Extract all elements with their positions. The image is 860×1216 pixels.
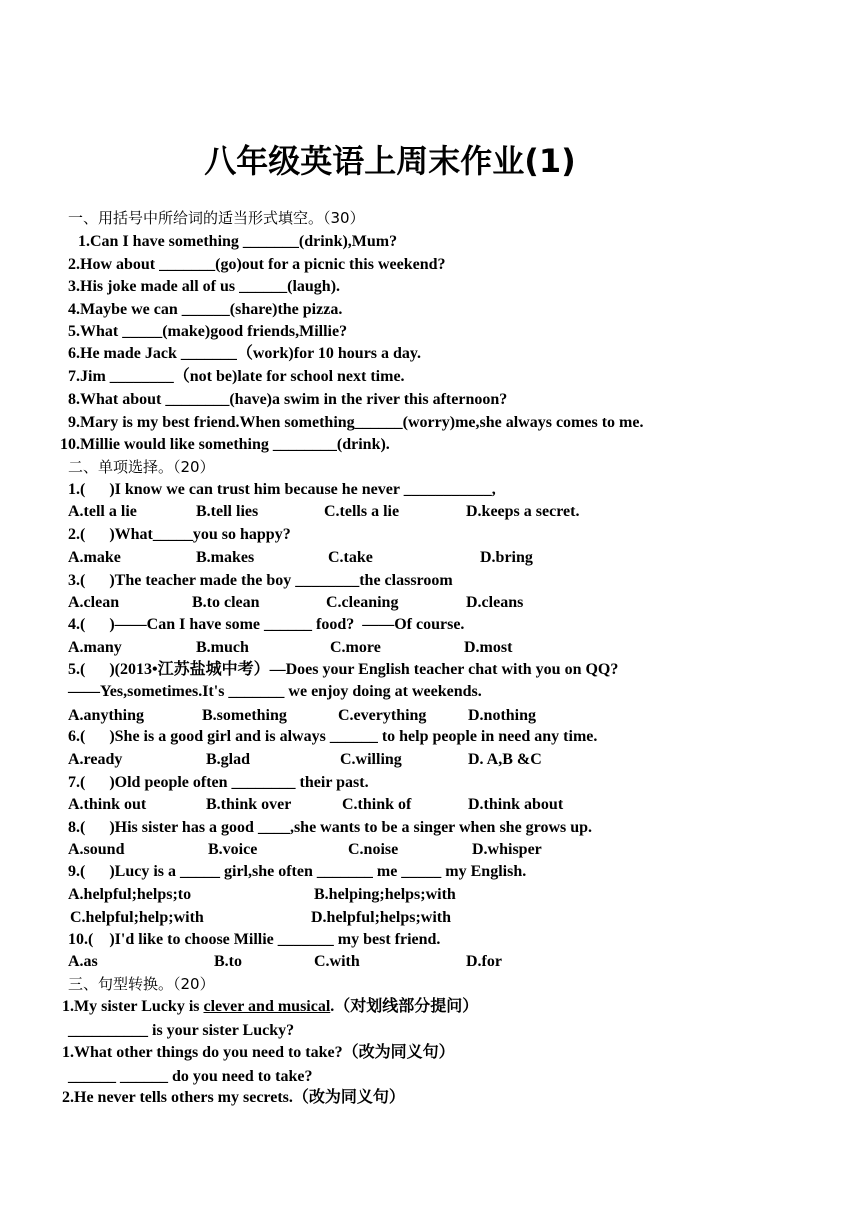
s2-q5-opt-d: D.nothing xyxy=(468,707,537,724)
s2-q8-opt-a: A.sound xyxy=(68,841,125,858)
s2-q9-opt-d: D.helpful;helps;with xyxy=(311,909,452,926)
s2-q10-opt-a: A.as xyxy=(68,953,98,970)
s2-q8-opt-c: C.noise xyxy=(348,841,399,858)
s3-answer-2: ______ ______ do you need to take? xyxy=(68,1068,313,1085)
section3-heading: 三、句型转换。（20） xyxy=(68,975,215,993)
s2-q10-opt-b: B.to xyxy=(214,953,242,970)
s1-item-2: 2.How about _______(go)out for a picnic this weekend? xyxy=(68,256,446,273)
s2-q2-opt-b: B.makes xyxy=(196,549,255,566)
s1-item-1: 1.Can I have something _______(drink),Mum? xyxy=(78,233,398,250)
s2-q3: 3.( )The teacher made the boy ________the classroom xyxy=(68,572,453,589)
s3-sentence-3: 2.He never tells others my secrets.（改为同义句） xyxy=(62,1089,405,1106)
s2-q7-opt-d: D.think about xyxy=(468,796,564,813)
s2-q10-opt-c: C.with xyxy=(314,953,360,970)
s2-q3-opt-a: A.clean xyxy=(68,594,120,611)
s2-q7-opt-b: B.think over xyxy=(206,796,292,813)
s2-q4-opt-a: A.many xyxy=(68,639,122,656)
s2-q9-opt-a: A.helpful;helps;to xyxy=(68,886,192,903)
s2-q7-opt-a: A.think out xyxy=(68,796,147,813)
s1-item-7: 7.Jim ________（not be)late for school next time. xyxy=(68,368,405,385)
s2-q6-opt-b: B.glad xyxy=(206,751,251,768)
s2-q6-opt-c: C.willing xyxy=(340,751,402,768)
s3-underlined-part: clever and musical xyxy=(203,998,331,1015)
s2-q8: 8.( )His sister has a good ____,she wants to be a singer when she grows up. xyxy=(68,819,593,836)
s2-q2-opt-a: A.make xyxy=(68,549,121,566)
s3-answer-1: __________ is your sister Lucky? xyxy=(68,1022,295,1039)
s3-sentence-1-pre: 1.My sister Lucky is xyxy=(62,998,204,1015)
s2-q1-opt-d: D.keeps a secret. xyxy=(466,503,580,520)
s2-q9-opt-b: B.helping;helps;with xyxy=(314,886,456,903)
page-title: 八年级英语上周末作业(1) xyxy=(204,142,576,180)
s3-sentence-1 xyxy=(62,997,478,1017)
s1-item-9: 9.Mary is my best friend.When something______(worry)me,she always comes to me. xyxy=(68,414,644,431)
s1-item-4: 4.Maybe we can ______(share)the pizza. xyxy=(68,301,343,318)
s2-q5-opt-a: A.anything xyxy=(68,707,145,724)
s2-q1-opt-c: C.tells a lie xyxy=(324,503,400,520)
s2-q5-opt-b: B.something xyxy=(202,707,287,724)
s2-q10: 10.( )I'd like to choose Millie _______ my best friend. xyxy=(68,931,441,948)
s2-q4-opt-c: C.more xyxy=(330,639,381,656)
s2-q4: 4.( )——Can I have some ______ food? ——Of course. xyxy=(68,616,465,633)
s1-item-8: 8.What about ________(have)a swim in the river this afternoon? xyxy=(68,391,508,408)
s1-item-3: 3.His joke made all of us ______(laugh). xyxy=(68,278,341,295)
s2-q3-opt-c: C.cleaning xyxy=(326,594,399,611)
s1-item-5: 5.What _____(make)good friends,Millie? xyxy=(68,323,348,340)
s2-q3-opt-b: B.to clean xyxy=(192,594,260,611)
s2-q5-opt-c: C.everything xyxy=(338,707,427,724)
s2-q1-opt-a: A.tell a lie xyxy=(68,503,137,520)
s1-item-10: 10.Millie would like something ________(drink). xyxy=(60,436,390,453)
s2-q6-opt-d: D. A,B &C xyxy=(468,751,542,768)
s2-q9: 9.( )Lucy is a _____ girl,she often _______ me _____ my English. xyxy=(68,863,527,880)
s2-q1-opt-b: B.tell lies xyxy=(196,503,259,520)
s2-q3-opt-d: D.cleans xyxy=(466,594,524,611)
s1-item-6: 6.He made Jack _______（work)for 10 hours a day. xyxy=(68,345,422,362)
s3-sentence-2: 1.What other things do you need to take?（改为同义句） xyxy=(62,1044,455,1061)
s2-q8-opt-d: D.whisper xyxy=(472,841,542,858)
s2-q8-opt-b: B.voice xyxy=(208,841,258,858)
s2-q6: 6.( )She is a good girl and is always ______ to help people in need any time. xyxy=(68,728,598,745)
s2-q7-opt-c: C.think of xyxy=(342,796,412,813)
s2-q4-opt-b: B.much xyxy=(196,639,249,656)
s2-q10-opt-d: D.for xyxy=(466,953,502,970)
s2-q2-opt-d: D.bring xyxy=(480,549,533,566)
s2-q4-opt-d: D.most xyxy=(464,639,513,656)
section2-heading: 二、单项选择。（20） xyxy=(68,458,215,476)
s2-q2: 2.( )What_____you so happy? xyxy=(68,526,291,543)
s2-q5-dialogue: ——Yes,sometimes.It's _______ we enjoy doing at weekends. xyxy=(68,683,482,700)
s2-q7: 7.( )Old people often ________ their past. xyxy=(68,774,369,791)
s2-q6-opt-a: A.ready xyxy=(68,751,123,768)
s2-q5: 5.( )(2013•江苏盐城中考）—Does your English teacher chat with you on QQ? xyxy=(68,661,619,678)
s2-q9-opt-c: C.helpful;help;with xyxy=(70,909,204,926)
section1-heading: 一、用括号中所给词的适当形式填空。（30） xyxy=(68,209,365,227)
s2-q1: 1.( )I know we can trust him because he never ___________, xyxy=(68,481,496,498)
s3-sentence-1-post: .（对划线部分提问） xyxy=(330,998,479,1015)
s2-q2-opt-c: C.take xyxy=(328,549,373,566)
